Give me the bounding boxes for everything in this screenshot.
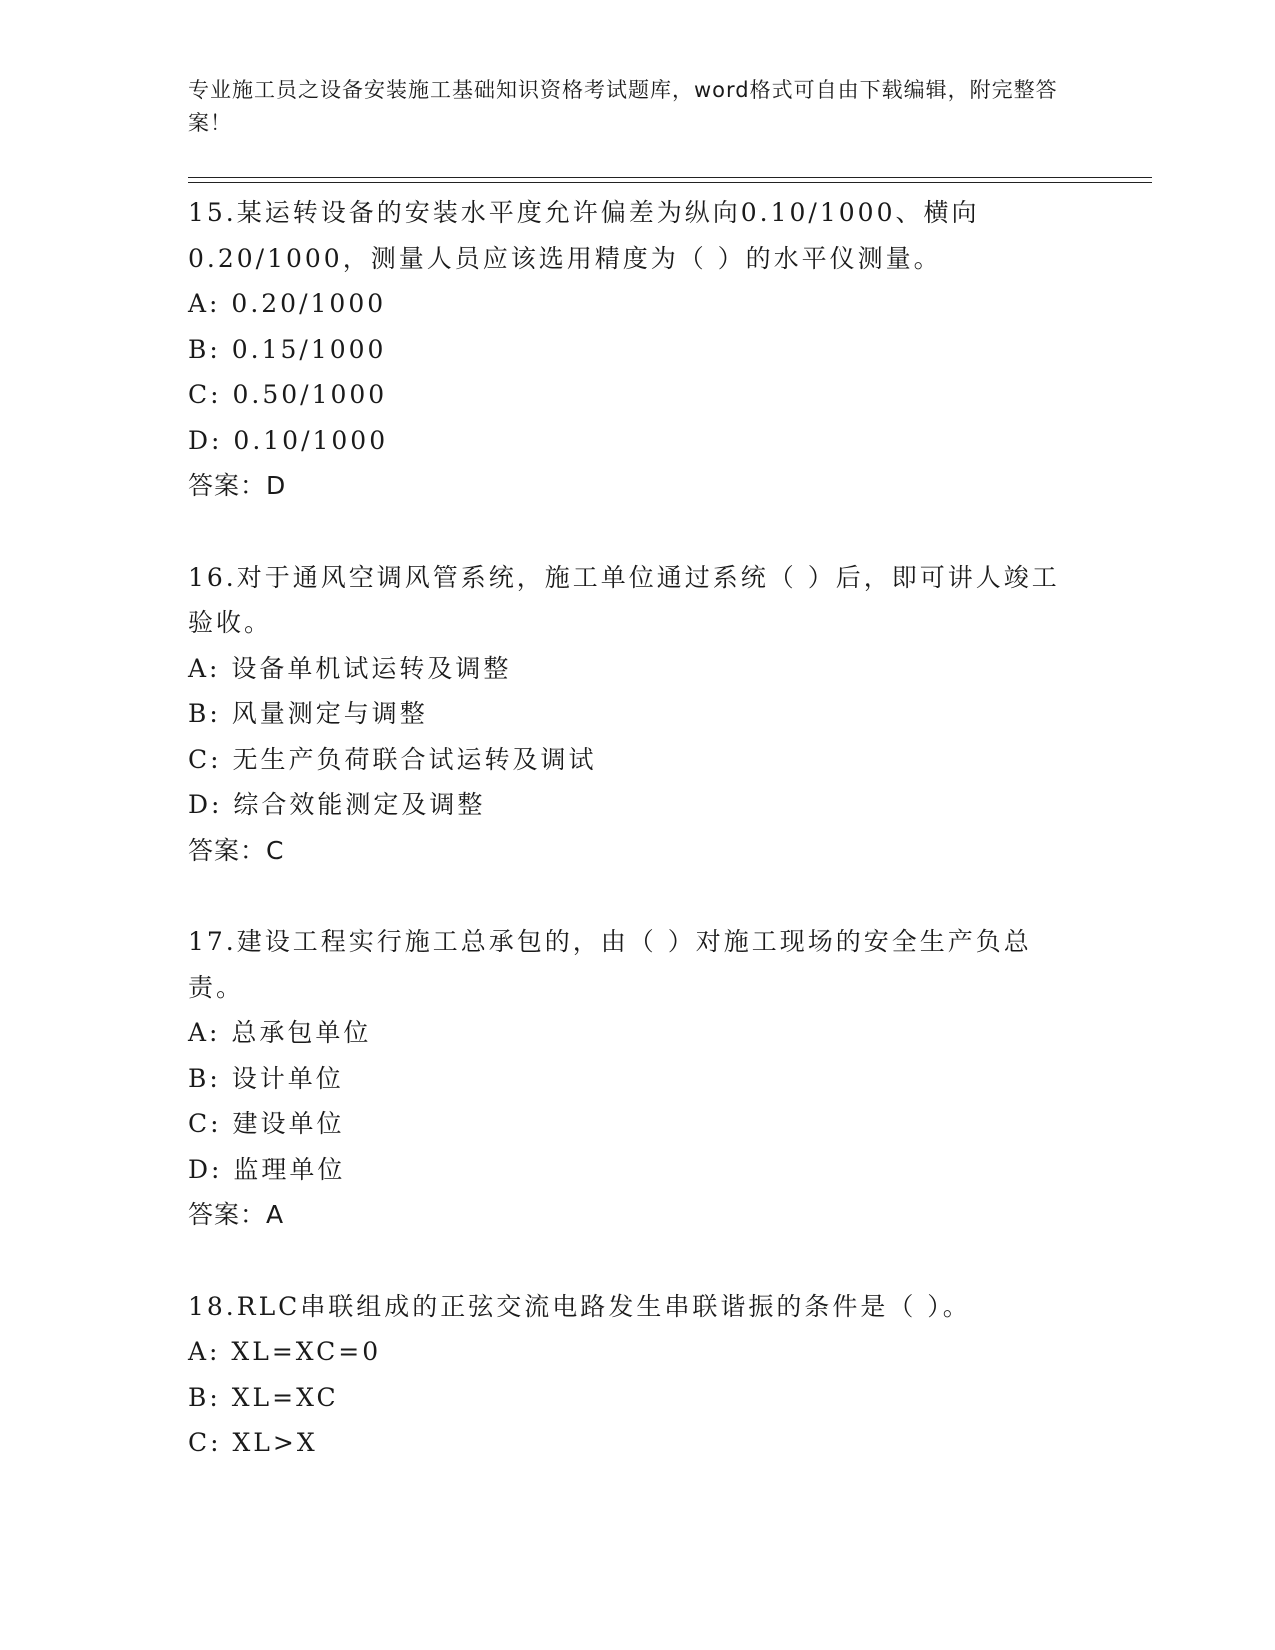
- option-a: A: XL=XC=0: [188, 1337, 382, 1366]
- option-c: C: 0.50/1000: [188, 380, 388, 409]
- question-15: [188, 190, 1068, 509]
- option-a: A: 设备单机试运转及调整: [188, 653, 512, 683]
- option-c: C: XL>X: [188, 1428, 318, 1457]
- option-b: B: 0.15/1000: [188, 334, 387, 364]
- option-b: B: XL=XC: [188, 1382, 339, 1412]
- question-18: [188, 1284, 1068, 1466]
- header-divider-top: [188, 177, 1152, 178]
- answer-label: 答案：A: [188, 1200, 285, 1229]
- question-gap: [188, 873, 1068, 919]
- question-16: [188, 555, 1068, 874]
- question-17: [188, 919, 1068, 1238]
- option-c: C: 无生产负荷联合试运转及调试: [188, 744, 597, 774]
- answer-label: 答案：C: [188, 835, 285, 865]
- question-text: 18.RLC串联组成的正弦交流电路发生串联谐振的条件是（ ）。: [188, 1291, 971, 1321]
- option-d: D: 监理单位: [188, 1154, 346, 1184]
- option-d: D: 综合效能测定及调整: [188, 790, 486, 819]
- question-text: 16.对于通风空调风管系统，施工单位通过系统（ ）后，即可讲人竣工验收。: [188, 562, 1060, 637]
- question-gap: [188, 1238, 1068, 1284]
- option-b: B: 风量测定与调整: [188, 699, 428, 728]
- option-d: D: 0.10/1000: [188, 425, 389, 455]
- question-text: 15.某运转设备的安装水平度允许偏差为纵向0.10/1000、横向0.20/1000，测量人员应该选用精度为（ ）的水平仪测量。: [188, 198, 980, 273]
- question-gap: [188, 509, 1068, 555]
- option-a: A: 总承包单位: [188, 1018, 372, 1047]
- option-a: A: 0.20/1000: [188, 289, 387, 318]
- question-text: 17.建设工程实行施工总承包的，由（ ）对施工现场的安全生产负总责。: [188, 927, 1032, 1002]
- option-c: C: 建设单位: [188, 1109, 345, 1138]
- option-b: B: 设计单位: [188, 1063, 344, 1093]
- question-list: [188, 190, 1068, 1466]
- header-divider-bottom: [188, 182, 1152, 183]
- document-header: 专业施工员之设备安装施工基础知识资格考试题库，word格式可自由下载编辑，附完整答案！: [188, 78, 1058, 135]
- answer-label: 答案：D: [188, 471, 287, 500]
